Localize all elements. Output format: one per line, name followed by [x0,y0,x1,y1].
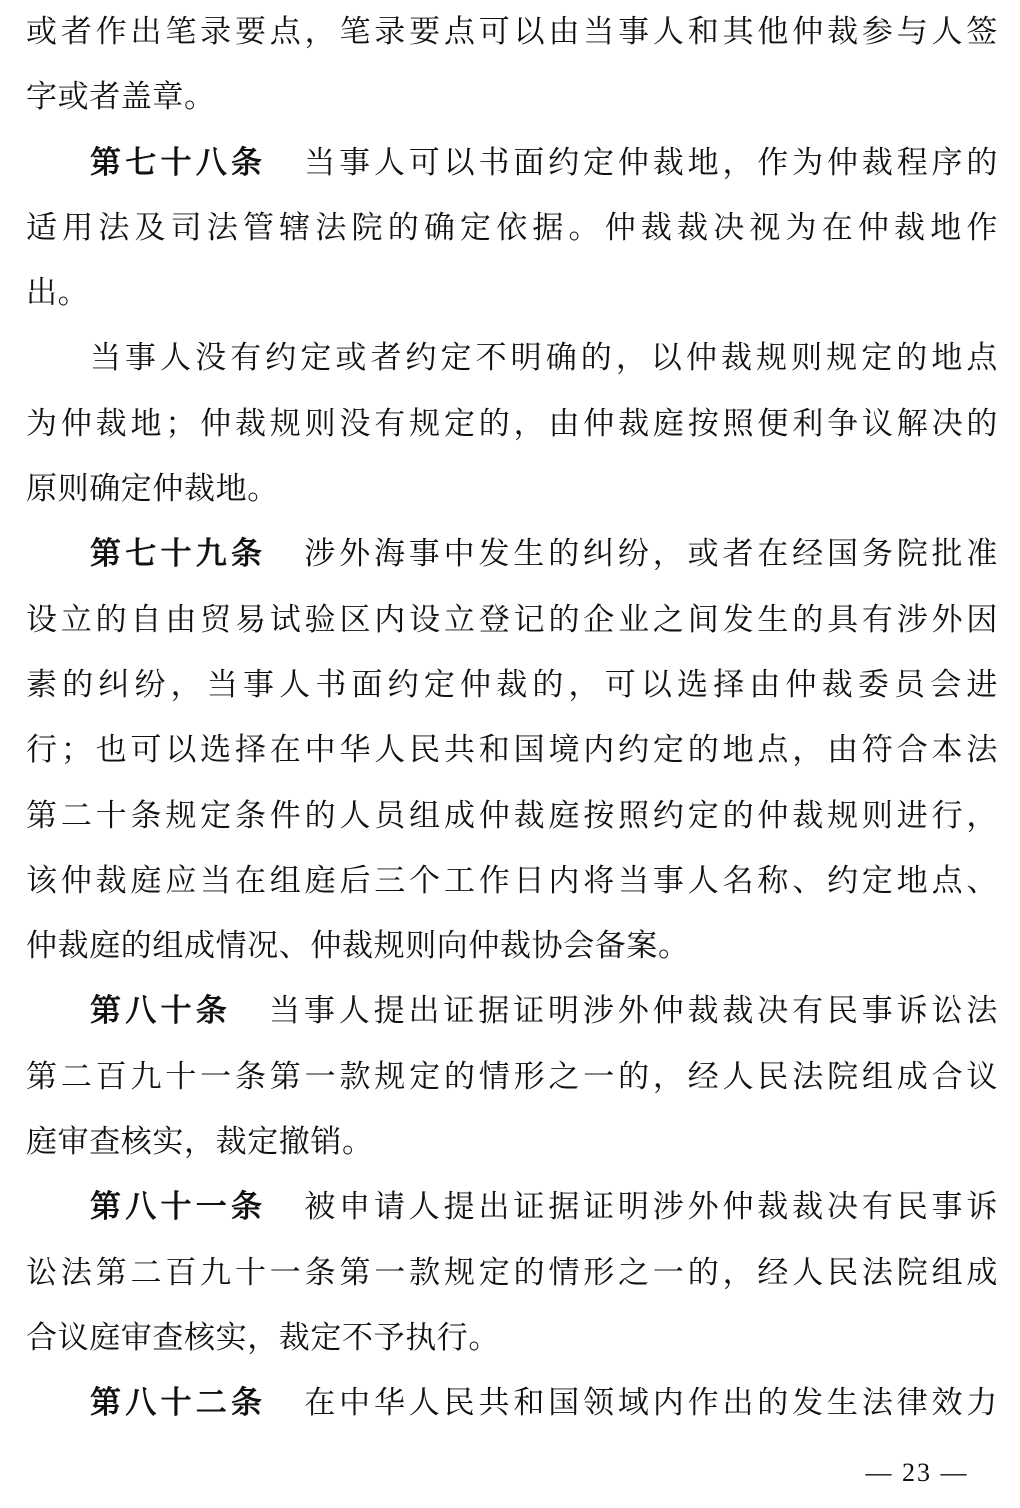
article-text: 被申请人提出证据证明涉外仲裁裁决有民事诉 [304,1189,998,1226]
body-line: 行；也可以选择在中华人民共和国境内约定的地点，由符合本法 [26,732,998,769]
body-line: 仲裁庭的组成情况、仲裁规则向仲裁协会备案。 [26,928,690,965]
body-line: 出。 [26,275,90,312]
article-82-first-line [26,1371,998,1436]
article-81-first-line [26,1175,998,1240]
document-page [26,0,998,1437]
article-heading: 第八十条 [90,993,232,1030]
body-line: 或者作出笔录要点，笔录要点可以由当事人和其他仲裁参与人签 [26,14,998,50]
body-line: 适用法及司法管辖法院的确定依据。仲裁裁决视为在仲裁地作 [26,209,998,246]
page-number: — 23 — [865,1458,969,1487]
article-text: 当事人可以书面约定仲裁地，作为仲裁程序的 [304,144,998,181]
body-line: 第二十条规定条件的人员组成仲裁庭按照约定的仲裁规则进行， [26,797,998,834]
body-line: 该仲裁庭应当在组庭后三个工作日内将当事人名称、约定地点、 [26,862,998,899]
article-text: 在中华人民共和国领域内作出的发生法律效力 [304,1385,998,1422]
article-78-first-line [26,131,998,196]
article-heading: 第八十一条 [90,1189,267,1226]
body-line: 原则确定仲裁地。 [26,471,279,508]
article-text: 当事人提出证据证明涉外仲裁裁决有民事诉讼法 [269,993,998,1030]
article-80-first-line [26,979,998,1044]
body-line: 字或者盖章。 [26,79,216,116]
body-line: 素的纠纷，当事人书面约定仲裁的，可以选择由仲裁委员会进 [26,666,998,703]
article-heading: 第七十九条 [90,536,267,573]
body-line: 合议庭审查核实，裁定不予执行。 [26,1319,500,1356]
body-line: 当事人没有约定或者约定不明确的，以仲裁规则规定的地点 [90,340,998,377]
article-79-first-line [26,522,998,587]
article-text: 涉外海事中发生的纠纷，或者在经国务院批准 [304,536,998,573]
body-line: 为仲裁地；仲裁规则没有规定的，由仲裁庭按照便利争议解决的 [26,405,998,442]
article-heading: 第七十八条 [90,144,267,181]
body-line: 第二百九十一条第一款规定的情形之一的，经人民法院组成合议 [26,1058,998,1095]
body-line: 设立的自由贸易试验区内设立登记的企业之间发生的具有涉外因 [26,601,998,638]
article-heading: 第八十二条 [90,1385,267,1422]
body-line: 庭审查核实，裁定撤销。 [26,1124,374,1161]
body-line: 讼法第二百九十一条第一款规定的情形之一的，经人民法院组成 [26,1254,998,1291]
